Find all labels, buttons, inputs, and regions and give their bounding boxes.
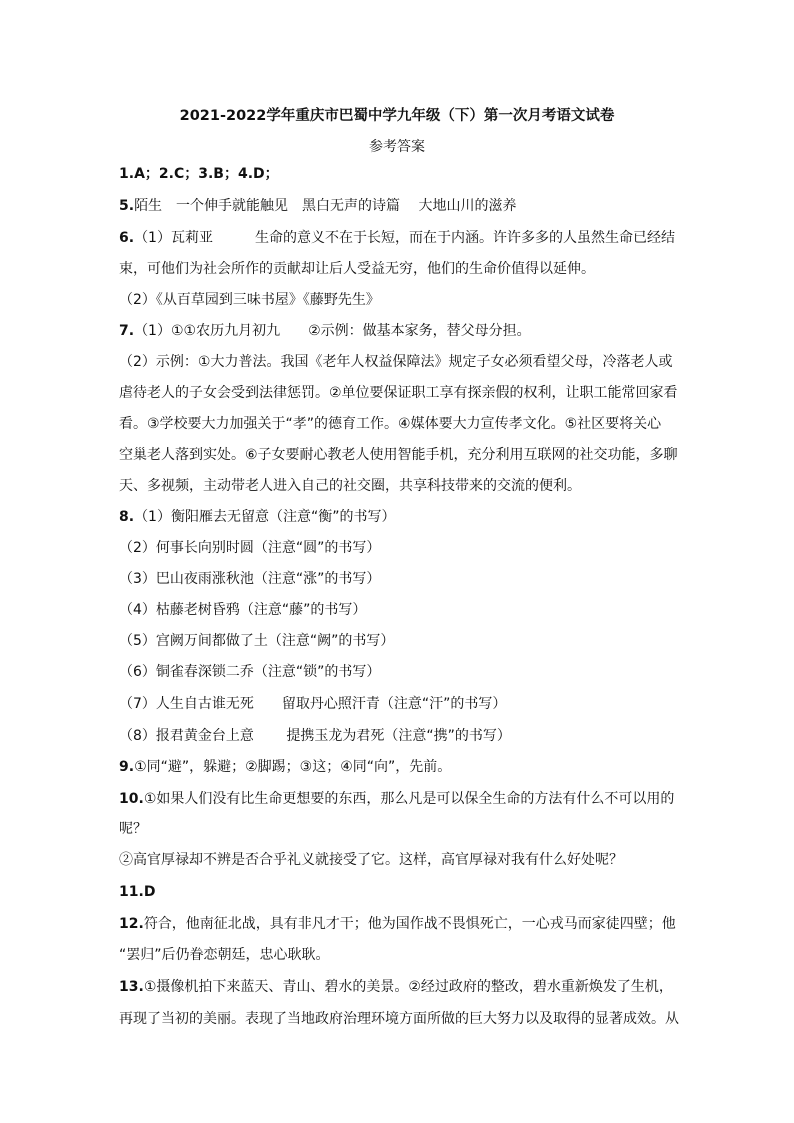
answer-line (119, 445, 679, 465)
answer-text: 呢？ (119, 821, 147, 837)
answer-line (119, 228, 679, 248)
answer-text: “罢归”后仍眷恋朝廷，忠心耿耿。 (119, 947, 330, 963)
answer-line (119, 662, 679, 682)
answer-text: （5）宫阙万间都做了土（注意“阙”的书写） (119, 633, 395, 649)
answer-text: ①同“避”，躲避；②脚踢；③这；④同“向”，先前。 (134, 759, 452, 775)
answer-text: （2）《从百草园到三味书屋》《藤野先生》 (119, 292, 380, 308)
answer-number: 8. (119, 509, 135, 525)
answer-line (119, 819, 679, 839)
answer-text: （6）铜雀春深锁二乔（注意“锁”的书写） (119, 664, 381, 680)
answer-line (119, 882, 679, 902)
answer-number: 1. (119, 166, 135, 182)
answer-line (119, 850, 679, 870)
answer-text: ①摄像机拍下来蓝天、青山、碧水的美景。②经过政府的整改，碧水重新焕发了生机， (143, 979, 673, 995)
answer-line (119, 977, 679, 997)
answer-number: 12. (119, 916, 144, 932)
answer-line (119, 414, 679, 434)
answer-number: 9. (119, 759, 135, 775)
answer-line (119, 164, 679, 184)
answer-text: 虐待老人的子女会受到法律惩罚。②单位要保证职工享有探亲假的权利，让职工能常回家看 (119, 385, 678, 401)
answer-text: ①如果人们没有比生命更想要的东西，那么凡是可以保全生命的方法有什么不可以用的 (143, 791, 675, 807)
answer-line (119, 352, 679, 372)
answer-number: 10. (119, 791, 144, 807)
answer-text: （8）报君黄金台上意 提携玉龙为君死（注意“携”的书写） (119, 728, 511, 744)
answer-text: 符合，他南征北战，具有非凡才干；他为国作战不畏惧死亡，一心戎马而家徒四壁；他 (143, 916, 676, 932)
answer-line (119, 914, 679, 934)
answer-number: 13. (119, 979, 144, 995)
answer-text: 看。③学校要大力加强关于“孝”的德育工作。④媒体要大力宣传孝文化。⑤社区要将关心 (119, 416, 662, 432)
document-title: 2021-2022学年重庆市巴蜀中学九年级（下）第一次月考语文试卷 (179, 108, 615, 124)
answer-number: 11. (119, 884, 144, 900)
answer-line (119, 600, 679, 620)
answer-number: 6. (119, 230, 135, 246)
answer-text: （1）衡阳雁去无留意（注意“衡”的书写） (134, 509, 396, 525)
answer-text: 再现了当初的美丽。表现了当地政府治理环境方面所做的巨大努力以及取得的显著成效。从 (119, 1011, 679, 1027)
answer-line (119, 321, 679, 341)
answer-text: （7）人生自古谁无死 留取丹心照汗青（注意“汗”的书写） (119, 696, 507, 712)
answer-line (119, 538, 679, 558)
answer-number: 5. (119, 198, 135, 214)
answer-text: （2）示例：①大力普法。我国《老年人权益保障法》规定子女必须看望父母，冷落老人或 (119, 354, 673, 370)
answer-line (119, 569, 679, 589)
answer-line (119, 945, 679, 965)
answer-text: ②高官厚禄却不辨是否合乎礼义就接受了它。这样，高官厚禄对我有什么好处呢？ (119, 852, 623, 868)
answer-text: （4）枯藤老树昏鸦（注意“藤”的书写） (119, 602, 367, 618)
answer-text: D (143, 884, 156, 900)
answer-line (119, 726, 679, 746)
answer-text: A；2.C；3.B；4.D； (134, 166, 279, 182)
answer-text: （1）瓦莉亚 生命的意义不在于长短，而在于内涵。许许多多的人虽然生命已经结 (134, 230, 675, 246)
answer-line (119, 476, 679, 496)
answer-number: 7. (119, 323, 135, 339)
answer-line (119, 631, 679, 651)
answer-text: 天、多视频，主动带老人进入自己的社交圈，共享科技带来的交流的便利。 (119, 478, 581, 494)
document-subtitle: 参考答案 (369, 139, 425, 155)
answer-text: （2）何事长向别时圆（注意“圆”的书写） (119, 540, 381, 556)
answer-text: 陌生 一个伸手就能触见 黑白无声的诗篇 大地山川的滋养 (134, 198, 517, 214)
answer-line (119, 757, 679, 777)
answer-line (119, 507, 679, 527)
answer-line (119, 789, 679, 809)
answer-line (119, 290, 679, 310)
answer-text: （1）①①农历九月初九 ②示例：做基本家务，替父母分担。 (134, 323, 531, 339)
answer-text: 束，可他们为社会所作的贡献却让后人受益无穷，他们的生命价值得以延伸。 (119, 261, 595, 277)
answer-text: （3）巴山夜雨涨秋池（注意“涨”的书写） (119, 571, 381, 587)
answer-line (119, 383, 679, 403)
answer-line (119, 1009, 679, 1029)
answer-line (119, 694, 679, 714)
answer-line (119, 259, 679, 279)
answer-text: 空巢老人落到实处。⑥子女要耐心教老人使用智能手机，充分利用互联网的社交功能，多聊 (119, 447, 678, 463)
answer-line (119, 196, 679, 216)
